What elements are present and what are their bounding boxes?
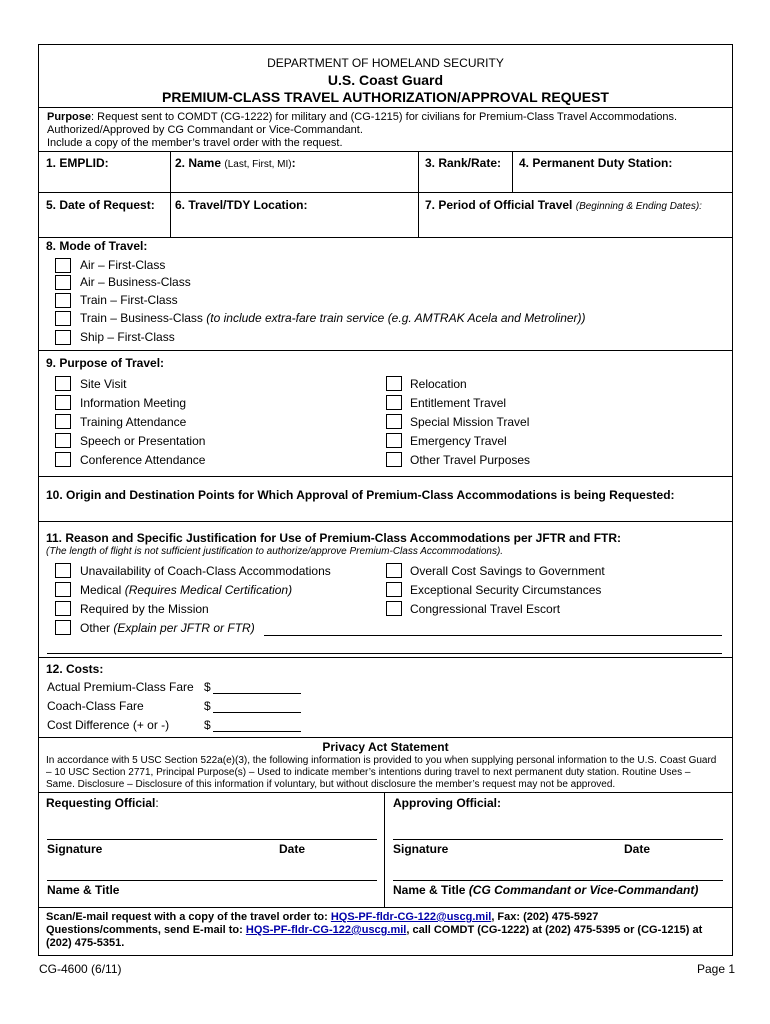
requesting-signature-line[interactable] [47,839,377,840]
period-label: 7. Period of Official Travel [425,198,573,212]
other-justification-checkbox[interactable] [55,620,71,635]
justification-heading: 11. Reason and Specific Justification for Use of Premium-Class Accommodations per JFTR and FTR: [46,531,622,545]
questions-email-link[interactable]: HQS-PF-fldr-CG-122@uscg.mil [245,924,407,936]
name-colon: : [291,156,296,170]
relocation-checkbox[interactable] [386,376,402,391]
name-hint: (Last, First, MI) [224,159,292,170]
period-hint: (Beginning & Ending Dates): [575,201,702,212]
security-checkbox[interactable] [386,582,402,597]
divider [39,350,732,351]
site-visit-checkbox[interactable] [55,376,71,391]
cost-difference-symbol: $ [204,718,211,732]
divider [39,107,732,108]
contact-line2-post: , call COMDT (CG-1222) at (202) 475-5395 or (CG-1215) at [406,924,703,936]
air-business-checkbox[interactable] [55,275,71,290]
purpose-travel-heading: 9. Purpose of Travel: [46,356,165,370]
other-purpose-checkbox[interactable] [386,452,402,467]
entitlement-checkbox[interactable] [386,395,402,410]
requesting-label-text: Requesting Official [46,796,156,810]
approving-name-title-text: Name & Title [393,883,466,897]
divider [39,151,732,152]
requesting-official-label [46,796,159,810]
cost-difference-label: Cost Difference (+ or -) [47,718,170,732]
emplid-field[interactable]: 1. EMPLID: [46,156,109,170]
purpose-option: Training Attendance [80,415,187,429]
approving-date-label: Date [624,842,651,856]
other-note: (Explain per JFTR or FTR) [113,621,255,635]
privacy-line2: – 10 USC Section 2771, Principal Purpose(s) – Used to indicate member’s intentions during travel to next permanent duty station. Routine Uses – [46,767,691,778]
purpose-option: Conference Attendance [80,453,206,467]
train-first-checkbox[interactable] [55,293,71,308]
approving-signature-line[interactable] [393,839,723,840]
approving-name-line[interactable] [393,880,723,881]
purpose-text [47,111,677,123]
tdy-location-field[interactable]: 6. Travel/TDY Location: [175,198,308,212]
divider [170,151,171,237]
approving-signature-label: Signature [393,842,449,856]
mission-checkbox[interactable] [55,601,71,616]
approving-name-note: (CG Commandant or Vice-Commandant) [468,883,699,897]
divider [39,907,732,908]
special-mission-checkbox[interactable] [386,414,402,429]
justification-option: Congressional Travel Escort [410,602,561,616]
privacy-heading: Privacy Act Statement [322,740,449,754]
divider [39,792,732,793]
justification-option: Overall Cost Savings to Government [410,564,605,578]
other-label: Other [80,621,111,635]
mode-heading: 8. Mode of Travel: [46,239,148,253]
approving-official-label: Approving Official: [393,796,501,810]
purpose-line1: : Request sent to COMDT (CG-1222) for military and (CG-1215) for civilians for Premium-Class Travel Accommodations. [91,111,678,123]
divider [512,151,513,192]
congressional-checkbox[interactable] [386,601,402,616]
divider [39,476,732,477]
date-request-field[interactable]: 5. Date of Request: [46,198,155,212]
form-id: CG-4600 (6/11) [39,962,122,976]
divider [39,237,732,238]
costs-heading: 12. Costs: [46,662,104,676]
train-business-note: (to include extra-fare train service (e.g. AMTRAK Acela and Metroliner)) [206,311,586,325]
premium-fare-input[interactable] [213,693,301,694]
unavailability-checkbox[interactable] [55,563,71,578]
period-field[interactable] [425,198,702,212]
rank-field[interactable]: 3. Rank/Rate: [425,156,502,170]
explanation-line[interactable] [47,653,722,654]
info-meeting-checkbox[interactable] [55,395,71,410]
justification-option: Required by the Mission [80,602,209,616]
purpose-line2: Authorized/Approved by CG Commandant or Vice-Commandant. [47,124,363,136]
air-first-checkbox[interactable] [55,258,71,273]
page-number: Page 1 [697,962,736,976]
premium-fare-label: Actual Premium-Class Fare [47,680,194,694]
purpose-option: Other Travel Purposes [410,453,531,467]
cost-difference-input[interactable] [213,731,301,732]
purpose-option: Entitlement Travel [410,396,507,410]
agency-heading: U.S. Coast Guard [327,72,444,88]
requesting-signature-label: Signature [47,842,103,856]
name-field[interactable] [175,156,296,170]
contact-email-link[interactable]: HQS-PF-fldr-CG-122@uscg.mil [330,911,492,923]
ship-first-checkbox[interactable] [55,330,71,345]
divider [39,657,732,658]
medical-label: Medical [80,583,122,597]
divider [39,737,732,738]
approving-name-title-label [393,883,698,897]
divider [39,521,732,522]
contact-line1-post: , Fax: (202) 475-5927 [491,911,599,923]
divider [418,151,419,237]
travel-request-form [38,44,733,956]
mode-option: Ship – First-Class [80,330,175,344]
requesting-name-title-label: Name & Title [47,883,120,897]
origin-heading[interactable]: 10. Origin and Destination Points for Which Approval of Premium-Class Accommodations is being Requested: [46,488,675,502]
speech-checkbox[interactable] [55,433,71,448]
other-explanation-line[interactable] [264,635,722,636]
justification-option: Exceptional Security Circumstances [410,583,602,597]
coach-fare-label: Coach-Class Fare [47,699,144,713]
training-checkbox[interactable] [55,414,71,429]
department-heading: DEPARTMENT OF HOMELAND SECURITY [267,56,504,70]
requesting-date-label: Date [279,842,306,856]
medical-note: (Requires Medical Certification) [124,583,293,597]
purpose-line3: Include a copy of the member’s travel order with the request. [47,137,343,149]
purpose-option: Emergency Travel [410,434,507,448]
coach-fare-input[interactable] [213,712,301,713]
form-title: PREMIUM-CLASS TRAVEL AUTHORIZATION/APPROVAL REQUEST [162,89,609,105]
purpose-option: Speech or Presentation [80,434,206,448]
medical-checkbox[interactable] [55,582,71,597]
requesting-colon: : [155,796,159,810]
contact-line2-pre: Questions/comments, send E-mail to: [46,924,246,936]
cost-savings-checkbox[interactable] [386,563,402,578]
justification-option-medical [80,583,292,597]
purpose-label: Purpose [47,111,92,123]
duty-station-field[interactable]: 4. Permanent Duty Station: [519,156,673,170]
contact-line1-pre: Scan/E-mail request with a copy of the travel order to: [46,911,331,923]
privacy-line1: In accordance with 5 USC Section 522a(e)(3), the following information is provided to you when supplying personal information to the U.S. Coast Guard [46,755,717,766]
purpose-option: Information Meeting [80,396,187,410]
privacy-line3: Same. Disclosure – Disclosure of this information if voluntary, but without disclosure the member’s request may not be approved. [46,779,616,790]
mode-option-train-business [80,311,586,325]
divider [39,192,732,193]
mode-option: Train – First-Class [80,293,178,307]
conference-checkbox[interactable] [55,452,71,467]
contact-line1 [46,911,598,923]
divider [384,792,385,907]
premium-fare-symbol: $ [204,680,211,694]
purpose-option: Relocation [410,377,467,391]
purpose-option: Site Visit [80,377,127,391]
justification-note: (The length of flight is not sufficient justification to authorize/approve Premium-Class Accommodations). [46,546,504,557]
coach-fare-symbol: $ [204,699,211,713]
justification-option: Unavailability of Coach-Class Accommodations [80,564,331,578]
mode-option: Air – Business-Class [80,275,191,289]
mode-option: Air – First-Class [80,258,166,272]
contact-line2 [46,924,702,936]
requesting-name-line[interactable] [47,880,377,881]
name-label: 2. Name [175,156,222,170]
train-business-checkbox[interactable] [55,311,71,326]
contact-line3: (202) 475-5351. [46,937,125,949]
mode-option-label: Train – Business-Class [80,311,203,325]
justification-option-other [80,621,255,635]
emergency-checkbox[interactable] [386,433,402,448]
purpose-option: Special Mission Travel [410,415,530,429]
